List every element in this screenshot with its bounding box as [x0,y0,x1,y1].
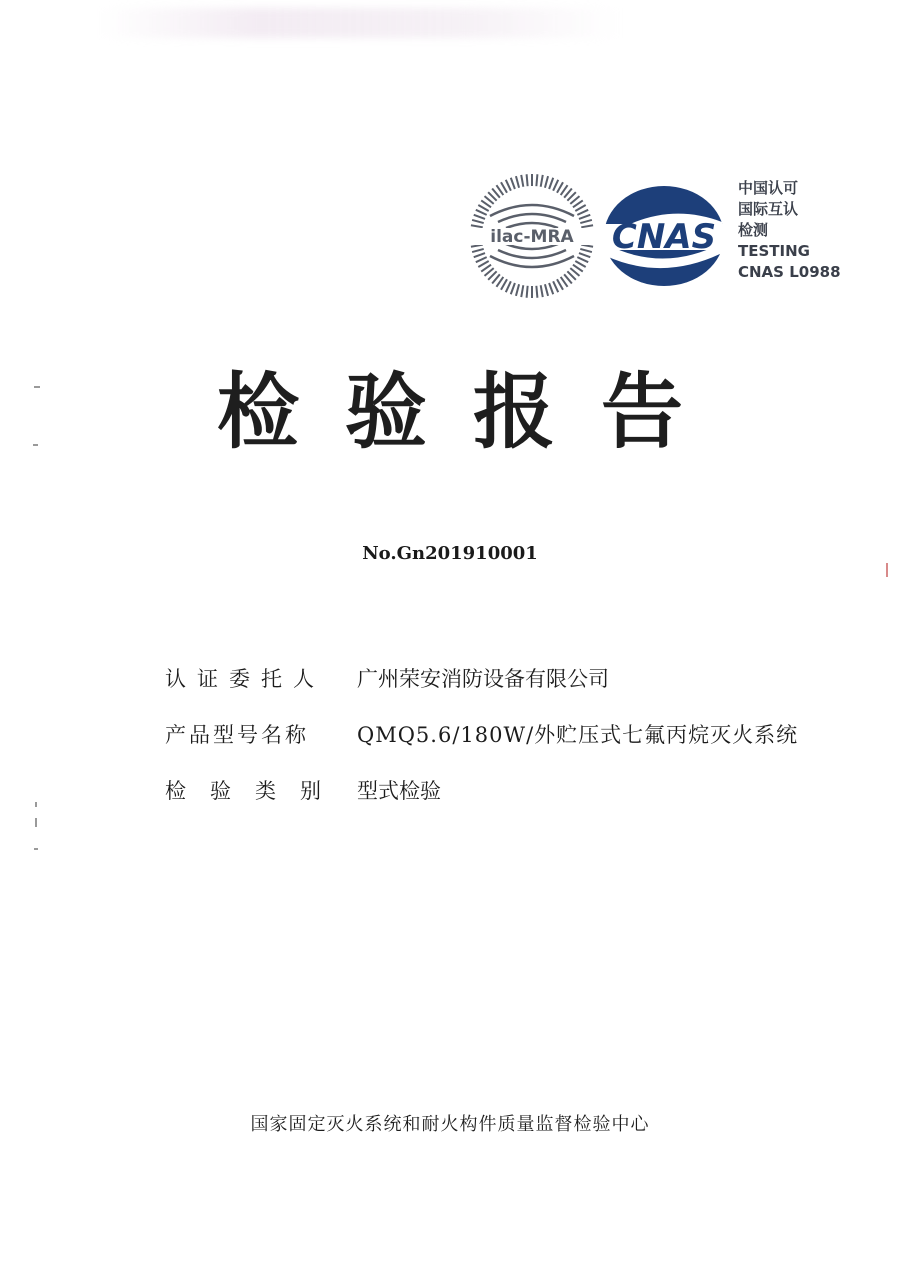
ilac-ray [472,220,484,223]
ilac-ray [527,286,528,298]
cnas-accreditation-text [738,178,868,283]
ilac-ray [580,220,592,223]
ilac-ray [472,249,484,252]
cnas-line: 检测 [738,221,769,239]
ilac-ray [476,257,487,262]
accreditation-logos [468,172,868,302]
inspection-type-label: 检验类别 [165,779,345,803]
ilac-ray [536,174,537,186]
ilac-ray [579,253,590,257]
ilac-ray [553,180,558,191]
ilac-ray [575,261,585,267]
cnas-line: 中国认可 [738,179,799,197]
ilac-ray [575,205,585,211]
scan-edge-mark [35,802,37,807]
report-info [165,662,865,830]
cnas-logo [598,182,730,290]
ilac-ray [541,285,543,297]
ilac-ray [579,215,590,219]
ilac-ray [478,261,488,267]
ilac-ray [577,210,588,215]
ilac-ray [549,283,553,294]
ilac-ray [506,281,511,292]
ilac-ray [478,205,488,211]
product-value: QMQ5.6/180W/外贮压式七氟丙烷灭火系统 [357,723,799,747]
ilac-ray [580,249,592,252]
ilac-ray [549,178,553,189]
page-title: 检验报告 [216,365,729,460]
info-row-product [165,718,865,774]
ilac-ray [527,174,528,186]
cnas-line: CNAS L0988 [738,263,841,281]
issuing-organization: 国家固定灭火系统和耐火构件质量监督检验中心 [250,1114,650,1135]
ilac-ray [501,182,507,192]
scan-edge-mark [34,848,38,850]
report-number: No.Gn201910001 [362,543,538,564]
ilac-ray [516,176,519,188]
ilac-ray [474,215,485,219]
ilac-ray [545,284,548,296]
ilac-ray [506,180,511,191]
ilac-ray [536,286,537,298]
ilac-ray [511,283,515,294]
cnas-line: 国际互认 [738,200,799,218]
ilac-ray [501,279,507,289]
scan-smudge [100,8,620,38]
ilac-ray [581,225,593,227]
info-row-type [165,774,865,830]
ilac-ray [511,178,515,189]
scan-edge-mark [35,818,37,827]
ilac-ray [521,285,523,297]
inspection-type-value: 型式检验 [357,779,441,803]
ilac-ray [521,175,523,187]
product-label: 产品型号名称 [165,723,309,747]
ilac-ray [476,210,487,215]
ilac-ray [557,182,563,192]
ilac-ray [557,279,563,289]
info-row-client [165,662,865,718]
cnas-line: TESTING [738,242,810,260]
cnas-logo-text: CNAS [611,217,717,257]
client-label: 认证委托人 [165,667,325,691]
ilac-ray [545,176,548,188]
ilac-mra-logo [468,172,596,300]
ilac-ray [474,253,485,257]
scan-edge-mark [886,563,888,577]
ilac-ray [553,281,558,292]
ilac-ray [577,257,588,262]
ilac-ray [471,225,483,227]
ilac-ray [541,175,543,187]
ilac-logo-text: ilac-MRA [490,227,574,247]
ilac-ray [516,284,519,296]
client-value: 广州荣安消防设备有限公司 [357,667,609,691]
